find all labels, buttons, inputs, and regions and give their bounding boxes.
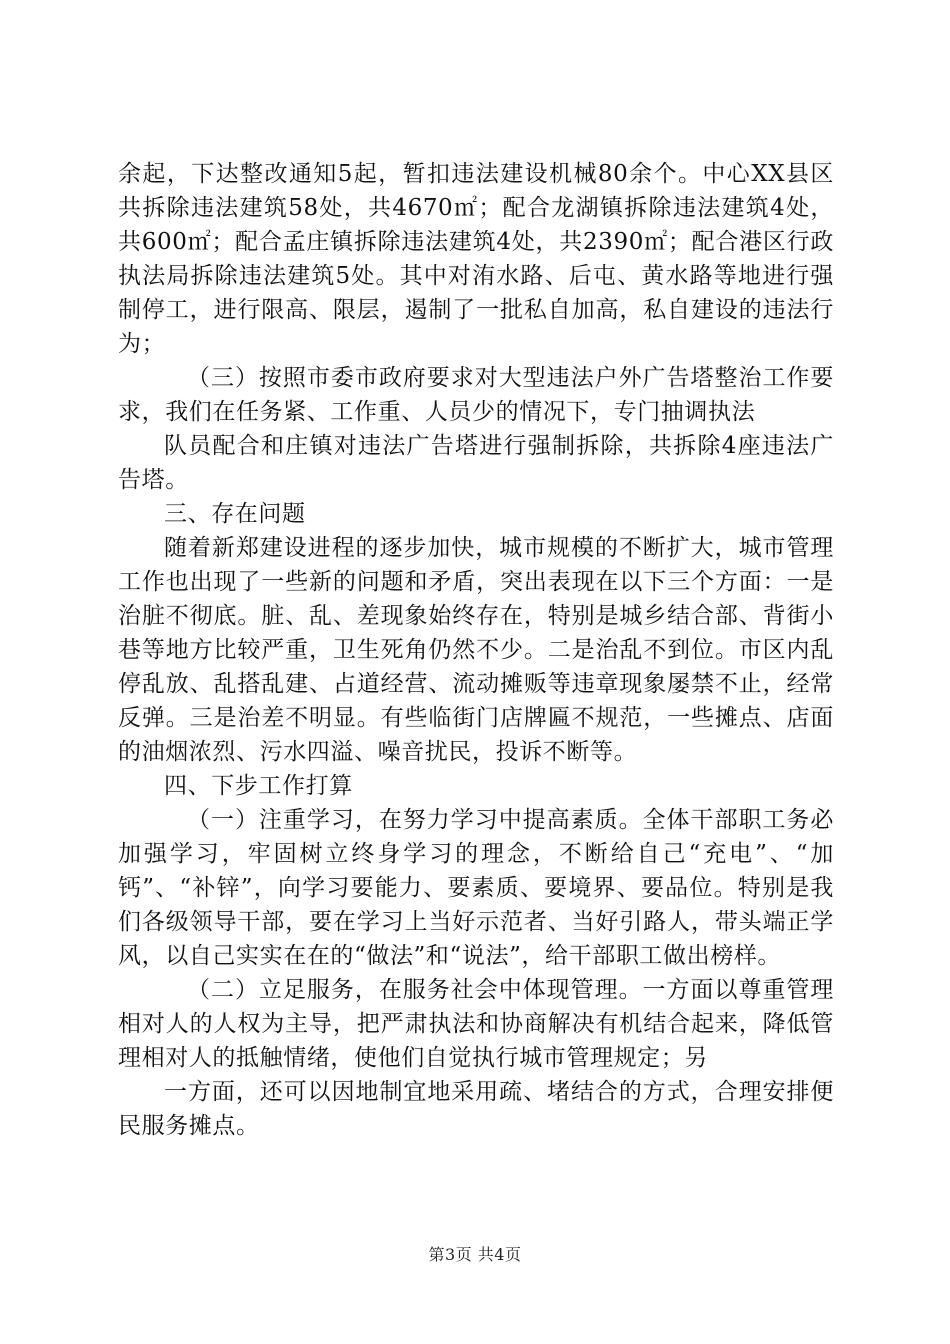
paragraph-billboard-result: 队员配合和庄镇对违法广告塔进行强制拆除，共拆除4座违法广告塔。 [118, 433, 834, 493]
paragraph-demolition-summary: 余起，下达整改通知5起，暂扣违法建设机械80余个。中心XX县区共拆除违法建筑58处，共4670㎡；配合龙湖镇拆除违法建筑4处，共600㎡；配合孟庄镇拆除违法建筑4处，共2390㎡；配合港区行政执法局拆除违法建筑5处。其中对洧水路、后屯、黄水路等地进行强制停工，进行限高、限层，遏制了一批私自加高，私自建设的违法行为； [118, 161, 834, 357]
paragraph-problems: 随着新郑建设进程的逐步加快，城市规模的不断扩大，城市管理工作也出现了一些新的问题和矛盾，突出表现在以下三个方面：一是治脏不彻底。脏、乱、差现象始终存在，特别是城乡结合部、背街小巷等地方比较严重，卫生死角仍然不少。二是治乱不到位。市区内乱停乱放、乱搭乱建、占道经营、流动摊贩等违章现象屡禁不止，经常反弹。三是治差不明显。有些临街门店牌匾不规范，一些摊点、店面的油烟浓烈、污水四溢、噪音扰民，投诉不断等。 [118, 535, 834, 765]
section-heading-problems: 三、存在问题 [164, 501, 306, 527]
paragraph-service-continued: 一方面，还可以因地制宜地采用疏、堵结合的方式，合理安排便民服务摊点。 [118, 1079, 834, 1139]
page-number-footer: 第3页 共4页 [428, 1245, 522, 1264]
section-heading-next-steps: 四、下步工作打算 [164, 773, 353, 799]
document-body [118, 157, 834, 1143]
paragraph-service: （二）立足服务，在服务社会中体现管理。一方面以尊重管理相对人的人权为主导，把严肃执法和协商解决有机结合起来，降低管理相对人的抵触情绪，使他们自觉执行城市管理规定；另 [118, 977, 834, 1071]
paragraph-billboard-task: （三）按照市委市政府要求对大型违法户外广告塔整治工作要求，我们在任务紧、工作重、人员少的情况下，专门抽调执法 [118, 365, 834, 425]
paragraph-study: （一）注重学习，在努力学习中提高素质。全体干部职工务必加强学习，牢固树立终身学习的理念，不断给自己“充电”、“加钙”、“补锌”，向学习要能力、要素质、要境界、要品位。特别是我们各级领导干部，要在学习上当好示范者、当好引路人，带头端正学风，以自己实实在在的“做法”和“说法”，给干部职工做出榜样。 [118, 807, 834, 969]
